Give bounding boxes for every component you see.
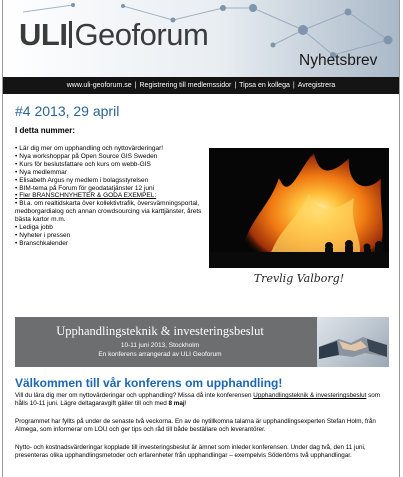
toc-item-branschnyheter[interactable]: • Fler BRANSCHNYHETER & GODA EXEMPEL:	[15, 192, 203, 200]
intro-text: !	[184, 400, 187, 407]
logo-bar	[69, 21, 72, 48]
table-of-contents	[15, 145, 203, 248]
nav-link-tip-colleague[interactable]: Tipsa en kollega	[239, 82, 290, 89]
toc-item[interactable]: • Nya workshoppar på Open Source GIS Sweden	[15, 153, 203, 161]
logo-uli: ULI	[19, 17, 68, 52]
nav-link-registration[interactable]: Registrering till medlemssidor	[139, 82, 232, 89]
newsletter-frame	[2, 0, 400, 477]
uli-geoforum-logo[interactable]	[19, 17, 208, 53]
toc-item[interactable]: • BIM-tema på Forum för geodatatjänster 12 juni	[15, 185, 203, 193]
conference-link[interactable]: Upphandlingsteknik & investeringsbeslut	[253, 392, 367, 399]
toc-item[interactable]: • Lediga jobb	[15, 224, 203, 232]
toc-item[interactable]: • Elisabeth Argus ny medlem i bolagsstyrelsen	[15, 177, 203, 185]
logo-geoforum: Geoforum	[74, 17, 209, 52]
toc-item[interactable]: • Nya medlemmar	[15, 169, 203, 177]
nav-link-website[interactable]: www.uli-geoforum.se	[66, 82, 132, 89]
nav-separator: |	[234, 82, 237, 89]
conference-heading: Välkommen till vår konferens om upphandling!	[15, 376, 283, 390]
valborg-bonfire-photo	[209, 148, 389, 268]
nav-separator: |	[134, 82, 137, 89]
toc-item[interactable]: • Lär dig mer om upphandling och nyttovärderingar!	[15, 145, 203, 153]
newsletter-label: Nyhetsbrev	[299, 52, 378, 69]
banner-organizer: En konferens arrangerad av ULI Geoforum	[98, 351, 222, 358]
conference-banner[interactable]	[15, 317, 389, 367]
handshake-image	[317, 317, 389, 367]
toc-item[interactable]: • Kurs för beslutsfattare och kurs om webb-GIS	[15, 161, 203, 169]
intro-text: Vill du lära dig mer om nyttovärderingar och upphandling? Missa då inte konferensen	[15, 392, 254, 399]
toc-item[interactable]: • Branschkalender	[15, 240, 203, 248]
toc-item[interactable]: • Nyheter i pressen	[15, 232, 203, 240]
deadline-date: 8 maj	[168, 400, 185, 407]
intro-text: som hålls 10-11 juni. Lägre deltagaravgift gäller till och med	[15, 392, 380, 407]
banner-date: 10-11 juni 2013, Stockholm	[120, 342, 200, 349]
issue-title: #4 2013, 29 april	[15, 103, 120, 119]
conference-intro-paragraph	[15, 392, 393, 408]
nav-link-unsubscribe[interactable]: Avregistrera	[297, 82, 336, 89]
header	[3, 0, 399, 77]
nav-separator: |	[292, 82, 295, 89]
program-paragraph: Programmet har fyllts på under de senaste två veckorna. En av de nytillkomna talarna är upphandlingsexperten Stefan Holm, från Almega, som informerar om LOU och ger tips och råd till både beställare och leverantörer.	[15, 418, 376, 433]
toc-item[interactable]: • Bl.a. om realtidskarta över kollektivtrafik, översvämningsportal, medborgardialog och annan crowdsourcing via karttjänster, årets bästa kartor m.m.	[15, 200, 203, 224]
topics-paragraph: Nytto- och kostnadsvärderingar kopplade till investeringsbeslut är ämnet som inleder konferensen. Under dag två, den 11 juni, presenteras olika upphandlingsmetoder och erfarenheter från upphandlingar – exempelvis Södertörns två upphandlingar.	[15, 444, 366, 459]
photo-caption: Trevlig Valborg!	[253, 272, 345, 285]
toc-heading: I detta nummer:	[15, 126, 76, 135]
banner-title: Upphandlingsteknik & investeringsbeslut	[56, 324, 264, 338]
navbar	[3, 77, 399, 94]
